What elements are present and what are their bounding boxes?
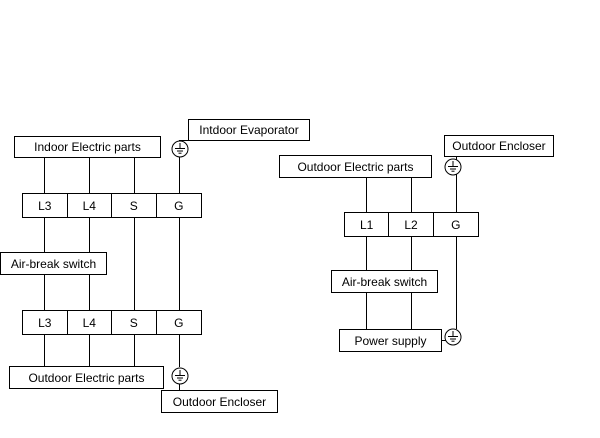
ground-indoor-evaporator-icon: [171, 140, 189, 158]
wire-l4-bottom: [89, 335, 90, 366]
power-supply-box: Power supply: [339, 329, 442, 352]
terminal-cell: L4: [68, 311, 113, 334]
wire-s-mid: [134, 218, 135, 310]
wire-s-bottom: [134, 335, 135, 366]
terminal-cell: L3: [23, 311, 68, 334]
terminal-cell: S: [112, 194, 157, 217]
terminal-cell: L3: [23, 194, 68, 217]
indoor-evaporator-box: Intdoor Evaporator: [188, 119, 310, 141]
terminal-cell: G: [157, 194, 201, 217]
outdoor-encloser-right-box: Outdoor Encloser: [444, 135, 554, 157]
wire-l2-top: [411, 178, 412, 212]
wire-g-bottom: [179, 335, 180, 367]
wire-l1-low: [366, 293, 367, 329]
indoor-electric-parts-box: Indoor Electric parts: [14, 136, 161, 158]
outdoor-encloser-bottom-box: Outdoor Encloser: [161, 390, 278, 413]
terminal-cell: G: [434, 213, 478, 236]
ground-outdoor-right-icon: [444, 158, 462, 176]
wire-l1-top: [366, 178, 367, 212]
terminal-cell: L1: [345, 213, 389, 236]
wire-g-right-mid: [456, 237, 457, 329]
wire-l3-top: [44, 158, 45, 193]
ground-outdoor-bottom-icon: [171, 367, 189, 385]
wire-s-top: [134, 158, 135, 193]
wire-l4-top: [89, 158, 90, 193]
wire-l1-mid: [366, 237, 367, 270]
outdoor-terminal-strip-left: [22, 310, 202, 335]
air-break-switch-left-box: Air-break switch: [0, 252, 107, 275]
outdoor-terminal-strip-right: [344, 212, 479, 237]
wire-l3-bottom: [44, 335, 45, 366]
wire-l2-mid: [411, 237, 412, 270]
terminal-cell: L2: [389, 213, 433, 236]
terminal-cell: L4: [68, 194, 113, 217]
ground-power-supply-icon: [444, 328, 462, 346]
indoor-terminal-strip: [22, 193, 202, 218]
wire-l2-low: [411, 293, 412, 329]
air-break-switch-right-box: Air-break switch: [331, 270, 438, 293]
wire-g-mid: [179, 218, 180, 310]
terminal-cell: G: [157, 311, 201, 334]
outdoor-electric-parts-right-box: Outdoor Electric parts: [279, 155, 432, 178]
terminal-cell: S: [112, 311, 157, 334]
outdoor-electric-parts-left-box: Outdoor Electric parts: [9, 366, 164, 389]
